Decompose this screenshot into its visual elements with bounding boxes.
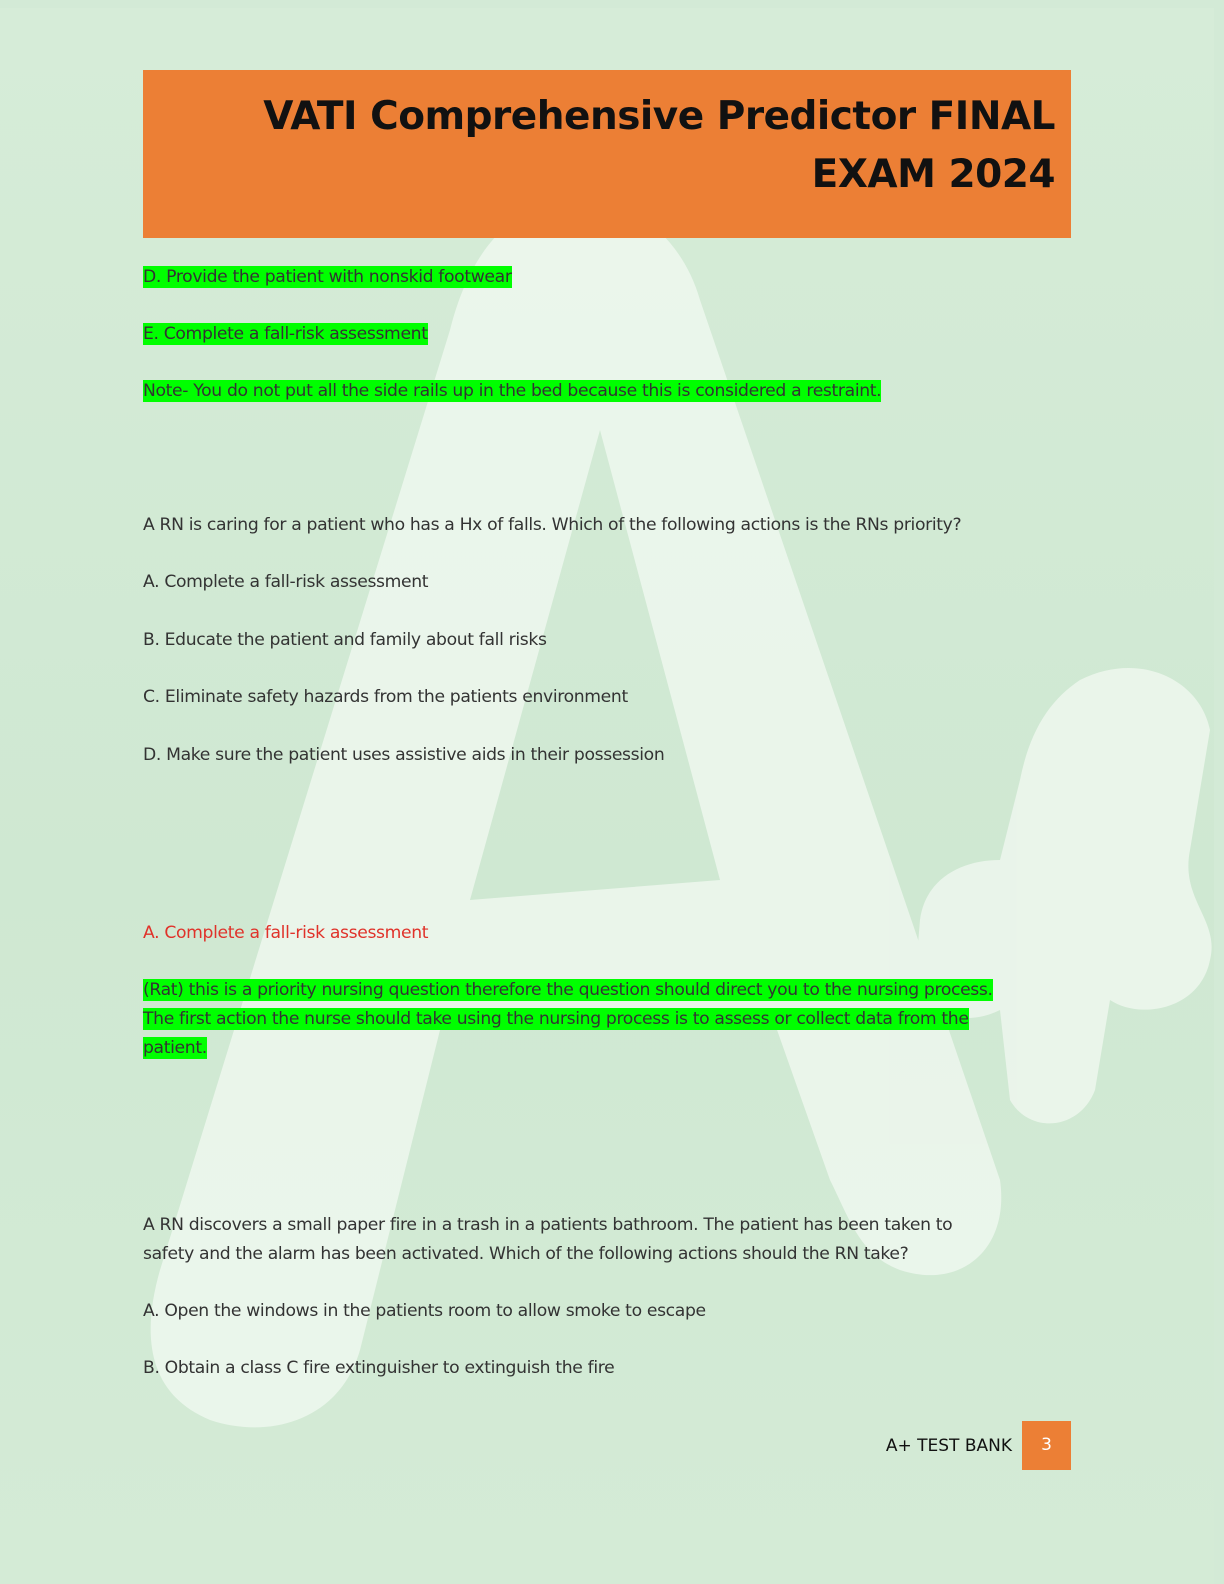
rationale-text-2: The first action the nurse should take using the nursing process is to assess or collect data from the bbox=[143, 1009, 969, 1029]
answer-d-line bbox=[143, 263, 512, 292]
rationale-text-3: patient. bbox=[143, 1038, 207, 1058]
question-3-stem-line-1: A RN discovers a small paper fire in a trash in a patients bathroom. The patient has been taken to bbox=[143, 1215, 953, 1235]
question-3-stem-line-2: safety and the alarm has been activated. Which of the following actions should the RN take? bbox=[143, 1244, 909, 1264]
rationale-line-1 bbox=[143, 976, 993, 1005]
rationale-line-2 bbox=[143, 1005, 969, 1034]
note-text: Note- You do not put all the side rails up in the bed because this is considered a restraint. bbox=[143, 381, 882, 401]
title-line-2: EXAM 2024 bbox=[811, 152, 1055, 197]
question-2-option-c: C. Eliminate safety hazards from the patients environment bbox=[143, 687, 628, 707]
question-2-option-d: D. Make sure the patient uses assistive aids in their possession bbox=[143, 745, 665, 765]
rationale-text-1: (Rat) this is a priority nursing question therefore the question should direct you to the nursing process. bbox=[143, 980, 993, 1000]
rationale-line-3 bbox=[143, 1034, 207, 1063]
question-2-answer: A. Complete a fall-risk assessment bbox=[143, 923, 429, 943]
question-2-option-a: A. Complete a fall-risk assessment bbox=[143, 572, 429, 592]
page-number: 3 bbox=[1022, 1421, 1071, 1470]
header-banner bbox=[143, 70, 1071, 238]
note-line bbox=[143, 377, 881, 406]
answer-d-text: D. Provide the patient with nonskid footwear bbox=[143, 267, 512, 287]
question-2-option-b: B. Educate the patient and family about fall risks bbox=[143, 630, 547, 650]
question-3-option-a: A. Open the windows in the patients room to allow smoke to escape bbox=[143, 1301, 706, 1321]
answer-e-line bbox=[143, 320, 428, 349]
footer-label: A+ TEST BANK bbox=[885, 1436, 1012, 1456]
title-line-1: VATI Comprehensive Predictor FINAL bbox=[263, 94, 1055, 139]
answer-e-text: E. Complete a fall-risk assessment bbox=[143, 324, 428, 344]
question-2-stem: A RN is caring for a patient who has a Hx of falls. Which of the following actions is the RNs priority? bbox=[143, 515, 962, 535]
question-3-option-b: B. Obtain a class C fire extinguisher to extinguish the fire bbox=[143, 1358, 615, 1378]
page-title bbox=[195, 88, 1055, 204]
